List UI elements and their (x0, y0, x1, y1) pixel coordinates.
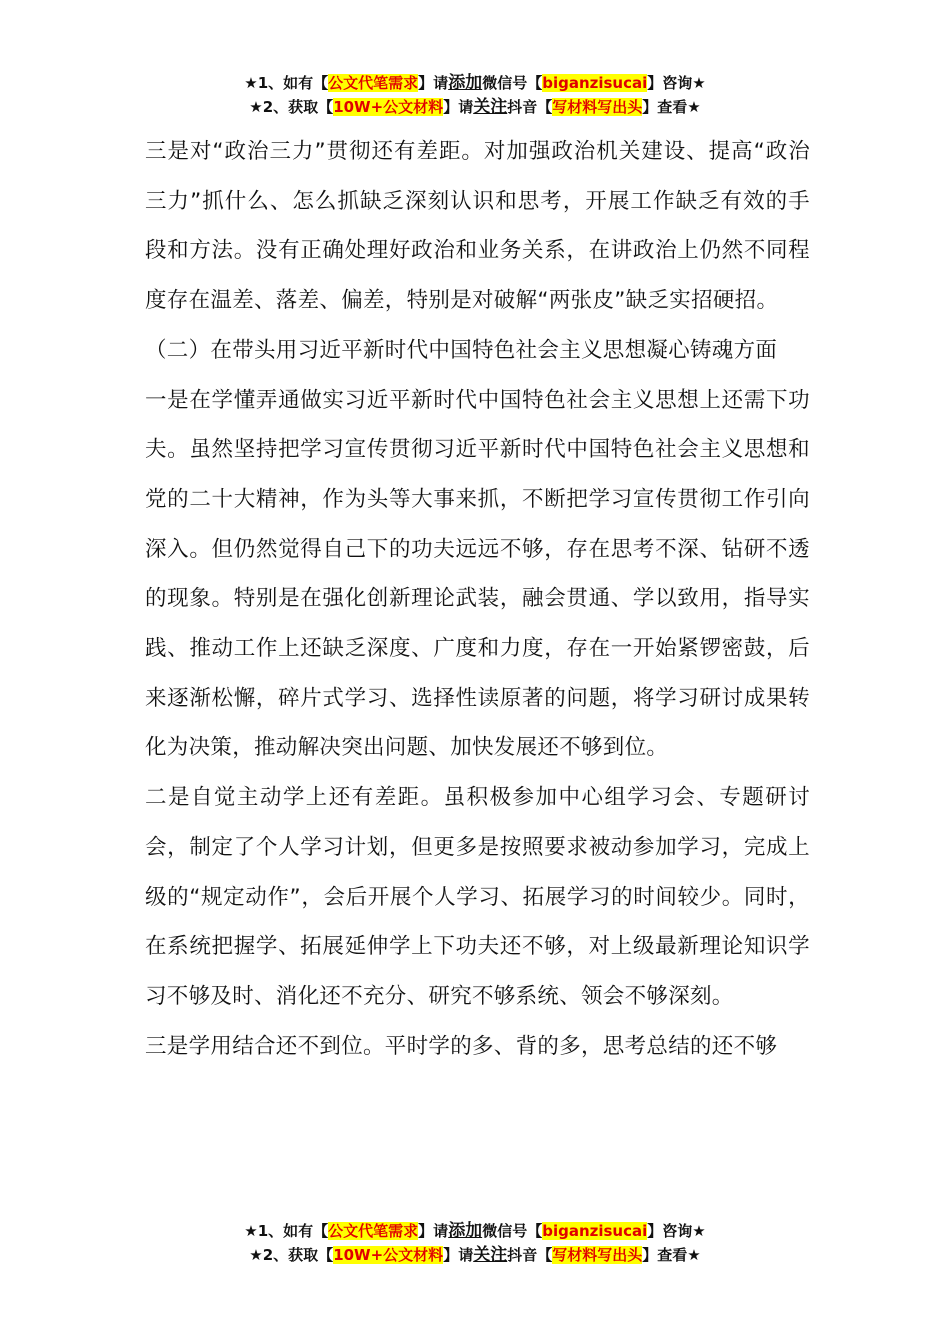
banner-text: 】咨询★ (647, 1222, 706, 1240)
banner-text: 】请 (418, 1222, 449, 1240)
highlight-douyin-account[interactable]: 写材料写出头 (552, 1246, 643, 1264)
banner-text: 2、获取【 (262, 98, 334, 116)
banner-line-2 (0, 1243, 950, 1267)
banner-text: 抖音【 (507, 1246, 553, 1264)
banner-line-1 (0, 1219, 950, 1243)
banner-line-1 (0, 71, 950, 95)
underlined-follow: 关注 (473, 97, 508, 117)
highlight-service: 公文代笔需求 (328, 1222, 419, 1240)
underlined-add: 添加 (448, 73, 483, 93)
highlight-wechat-id[interactable]: biganzisucai (542, 74, 648, 92)
banner-text: 】查看★ (642, 1246, 701, 1264)
banner-text: 抖音【 (507, 98, 553, 116)
star-icon: ★ (249, 1246, 263, 1264)
paragraph-study-thought: 一是在学懂弄通做实习近平新时代中国特色社会主义思想上还需下功夫。虽然坚持把学习宣传贯彻习近平新时代中国特色社会主义思想和党的二十大精神，作为头等大事来抓，不断把学习宣传贯彻工作引向深入。但仍然觉得自己下的功夫远远不够，存在思考不深、钻研不透的现象。特别是在强化创新理论武装，融会贯通、学以致用，指导实践、推动工作上还缺乏深度、广度和力度，存在一开始紧锣密鼓，后来逐渐松懈，碎片式学习、选择性读原著的问题，将学习研讨成果转化为决策，推动解决突出问题、加快发展还不够到位。 (145, 387, 810, 761)
paragraph-self-study: 二是自觉主动学上还有差距。虽积极参加中心组学习会、专题研讨会，制定了个人学习计划，但更多是按照要求被动参加学习，完成上级的“规定动作”，会后开展个人学习、拓展学习的时间较少。同时，在系统把握学、拓展延伸学上下功夫还不够，对上级最新理论知识学习不够及时、消化还不充分、研究不够系统、领会不够深刻。 (145, 785, 810, 1009)
header-banner (0, 71, 950, 119)
underlined-follow: 关注 (473, 1245, 508, 1265)
star-icon: ★ (249, 98, 263, 116)
document-body (145, 127, 810, 1071)
banner-text: 】咨询★ (647, 74, 706, 92)
banner-text: 微信号【 (482, 74, 543, 92)
highlight-materials: 10W+公文材料 (333, 1246, 444, 1264)
banner-text: 】请 (418, 74, 449, 92)
section-heading: （二）在带头用习近平新时代中国特色社会主义思想凝心铸魂方面 (145, 337, 778, 363)
banner-text: 】请 (443, 1246, 474, 1264)
highlight-service: 公文代笔需求 (328, 74, 419, 92)
highlight-wechat-id[interactable]: biganzisucai (542, 1222, 648, 1240)
star-icon: ★ (244, 1222, 258, 1240)
banner-text: 】查看★ (642, 98, 701, 116)
paragraph-political-abilities: 三是对“政治三力”贯彻还有差距。对加强政治机关建设、提高“政治三力”抓什么、怎么抓缺乏深刻认识和思考，开展工作缺乏有效的手段和方法。没有正确处理好政治和业务关系，在讲政治上仍然不同程度存在温差、落差、偏差，特别是对破解“两张皮”缺乏实招硬招。 (145, 139, 810, 314)
banner-text: 】请 (443, 98, 474, 116)
highlight-douyin-account[interactable]: 写材料写出头 (552, 98, 643, 116)
banner-line-2 (0, 95, 950, 119)
banner-text: 1、如有【 (257, 74, 329, 92)
banner-text: 微信号【 (482, 1222, 543, 1240)
paragraph-study-application: 三是学用结合还不到位。平时学的多、背的多，思考总结的还不够 (145, 1033, 778, 1059)
footer-banner (0, 1219, 950, 1267)
banner-text: 2、获取【 (262, 1246, 334, 1264)
highlight-materials: 10W+公文材料 (333, 98, 444, 116)
underlined-add: 添加 (448, 1221, 483, 1241)
banner-text: 1、如有【 (257, 1222, 329, 1240)
star-icon: ★ (244, 74, 258, 92)
